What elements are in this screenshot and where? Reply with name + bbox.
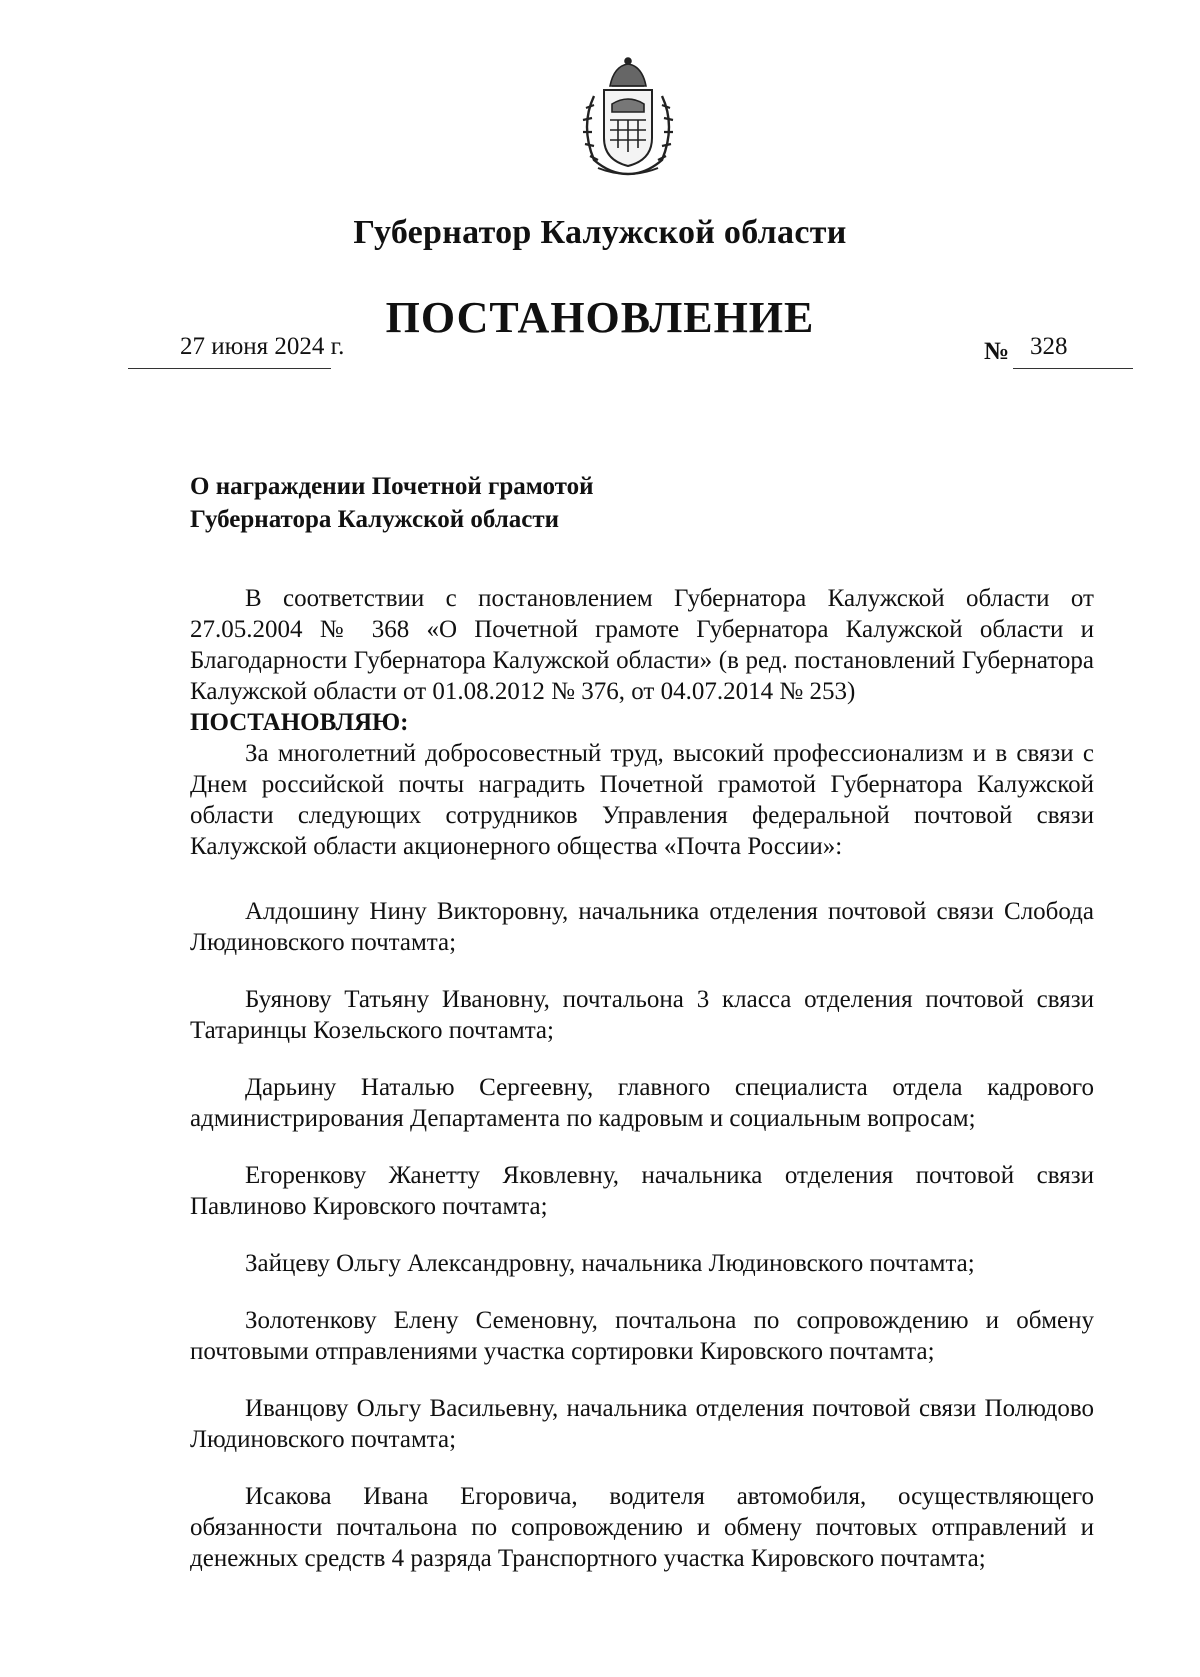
awardee-item: Алдошину Нину Викторовну, начальника отделения почтовой связи Слобода Людиновского почтамта; [190,898,1094,956]
awardee-item: Золотенкову Елену Семеновну, почтальона по сопровождению и обмену почтовыми отправлениями участка сортировки Кировского почтамта; [190,1307,1094,1365]
number-label: № [984,338,1010,365]
document-type: ПОСТАНОВЛЕНИЕ [385,293,815,342]
subject-line-2: Губернатора Калужской области [190,506,560,533]
document-body [190,583,1094,1574]
document-number: 328 [1030,333,1068,360]
awardee-item: Исакова Ивана Егоровича, водителя автомобиля, осуществляющего обязанности почтальона по сопровождению и обмену почтовых отправлений и денежных средств 4 разряда Транспортного участка Кировского почтамта; [190,1483,1094,1572]
subject-line-1: О награждении Почетной грамотой [190,473,594,500]
issuing-authority: Губернатор Калужской области [353,214,847,251]
awardee-item: Дарьину Наталью Сергеевну, главного специалиста отдела кадрового администрирования Департамента по кадровым и социальным вопросам; [190,1074,1094,1132]
awardee-item: Зайцеву Ольгу Александровну, начальника Людиновского почтамта; [245,1250,975,1277]
resolve-statement: ПОСТАНОВЛЯЮ: [190,709,409,736]
document-subject [190,470,594,536]
number-underline [1013,368,1133,369]
intro-paragraph: За многолетний добросовестный труд, высокий профессионализм и в связи с Днем российской почты наградить Почетной грамотой Губернатора Калужской области следующих сотрудников Управления федеральной почтовой связи Калужской области акционерного общества «Почта России»: [190,740,1094,860]
coat-of-arms-emblem [574,56,682,178]
preamble-paragraph: В соответствии с постановлением Губернатора Калужской области от 27.05.2004 № 368 «О Почетной грамоте Губернатора Калужской области и Благодарности Губернатора Калужской области» (в ред. постановлений Губернатора Калужской области от 01.08.2012 № 376, от 04.07.2014 № 253) [190,585,1094,705]
date-underline [128,368,331,369]
awardee-item: Буянову Татьяну Ивановну, почтальона 3 класса отделения почтовой связи Татаринцы Козельского почтамта; [190,986,1094,1044]
document-date: 27 июня 2024 г. [180,333,345,360]
awardee-item: Иванцову Ольгу Васильевну, начальника отделения почтовой связи Полюдово Людиновского почтамта; [190,1395,1094,1453]
awardee-item: Егоренкову Жанетту Яковлевну, начальника отделения почтовой связи Павлиново Кировского почтамта; [190,1162,1094,1220]
